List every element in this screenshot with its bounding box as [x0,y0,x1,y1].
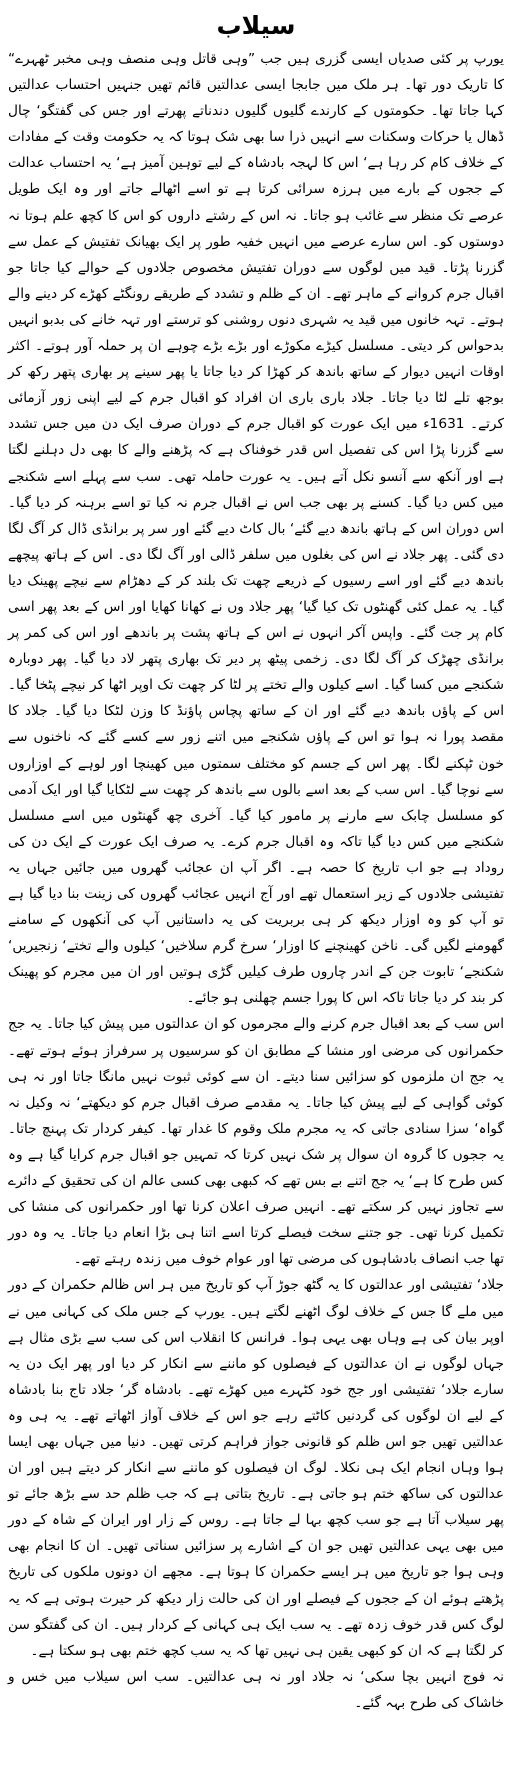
article-title: سیلاب [216,11,296,40]
article-paragraph: جلاد‘ تفتیشی اور عدالتوں کا یہ گٹھ جوڑ آپ کو تاریخ میں ہر اس ظالم حکمران کے دور میں ملے گا جس کے خلاف لوگ اٹھنے لگتے ہیں۔ یورپ کے جس ملک کی کہانی میں نے اوپر بیان کی ہے وہاں بھی یہی ہوا۔ فرانس کا انقلاب اس کی سب سے بڑی مثال ہے جہاں لوگوں نے ان عدالتوں کے فیصلوں کو ماننے سے انکار کر دیا اور پھر ایک دن یہ سارے جلاد‘ تفتیشی اور جج خود کٹہرے میں کھڑے تھے۔ بادشاہ گر‘ جلاد تاج بنا بادشاہ کے لیے ان لوگوں کی گردنیں کاٹتے رہے جو اس کے خلاف آواز اٹھاتے تھے۔ یہ ہی وہ عدالتیں تھیں جو اس ظلم کو قانونی جواز فراہم کرتی تھیں۔ دنیا میں جہاں بھی ایسا ہوا وہاں انجام ایک ہی نکلا۔ لوگ ان فیصلوں کو ماننے سے انکار کر دیتے ہیں اور ان عدالتوں کی ساکھ ختم ہو جاتی ہے۔ تاریخ بتاتی ہے کہ جب ظلم حد سے بڑھ جائے تو پھر سیلاب آتا ہے جو سب کچھ بہا لے جاتا ہے۔ روس کے زار اور ایران کے شاہ کے دور میں بھی یہی عدالتیں تھیں جو ان کے اشارے پر سزائیں سناتی تھیں۔ ان کا انجام بھی وہی ہوا جو تاریخ میں ہر ایسے حکمران کا ہوتا ہے۔ مجھے ان دونوں ملکوں کی تاریخ پڑھتے ہوئے ان کے ججوں کے فیصلے اور ان کی حالت زار دیکھ کر حیرت ہوتی ہے کہ یہ لوگ کس قدر خوف زدہ تھے۔ یہ سب ایک ہی کہانی کے کردار ہیں۔ ان کی گفتگو سن کر لگتا ہے کہ ان کو کبھی یقین ہی نہیں تھا کہ یہ سب کچھ ختم بھی ہو سکتا ہے۔ [8,1277,504,1659]
article-body [8,46,504,1716]
article-paragraph: نہ فوج انہیں بچا سکی‘ نہ جلاد اور نہ ہی عدالتیں۔ سب اس سیلاب میں خس و خاشاک کی طرح بہہ گئے۔ [8,1668,504,1711]
article-paragraph: یورپ پر کئی صدیاں ایسی گزری ہیں جب ”وہی قاتل وہی منصف وہی مخبر ٹھہرے“ کا تاریک دور تھا۔ ہر ملک میں جابجا ایسی عدالتیں قائم تھیں جنہیں احتساب عدالتیں کہا جاتا تھا۔ حکومتوں کے کارندے گلیوں گلیوں دندناتے پھرتے اور جس کی گفتگو‘ چال ڈھال یا حرکات وسکنات سے انہیں ذرا سا بھی شک ہوتا کہ یہ حکومت وقت کے مفادات کے خلاف کام کر رہا ہے‘ اس کا لہجہ بادشاہ کے لیے توہین آمیز ہے‘ یہ احتساب عدالت کے ججوں کے بارے میں ہرزہ سرائی کرتا ہے تو اسے اٹھالے جاتے اور وہ ایک طویل عرصے تک منظر سے غائب ہو جاتا۔ نہ اس کے رشتے داروں کو اس کا کچھ علم ہوتا نہ دوستوں کو۔ اس سارے عرصے میں انہیں خفیہ طور پر ایک بھیانک تفتیش کے عمل سے گزرنا پڑتا۔ قید میں لوگوں سے دوران تفتیش مخصوص جلادوں کے حوالے کیا جاتا جو اقبال جرم کروانے کے ماہر تھے۔ ان کے ظلم و تشدد کے طریقے رونگٹے کھڑے کر دینے والے ہوتے۔ تہہ خانوں میں قید یہ شہری دنوں روشنی کو ترستے اور تہہ خانے کی بدبو انہیں بدحواس کر دیتی۔ مسلسل کیڑے مکوڑے اور بڑے بڑے چوہے ان پر حملہ آور ہوتے۔ اکثر اوقات انہیں دیوار کے ساتھ باندھ کر کھڑا کر دیا جاتا یا پھر سینے پر بھاری پتھر رکھ کر بوجھ تلے لٹا دیا جاتا۔ جلاد باری باری ان افراد کو اقبال جرم کے لیے اپنی زور آزمائی کرتے۔ 1631ء میں ایک عورت کو اقبال جرم کے دوران صرف ایک دن میں جس تشدد سے گزرنا پڑا اس کی تفصیل اس قدر خوفناک ہے کہ پڑھنے والے کا بھی دل دہلنے لگتا ہے اور آنکھ سے آنسو نکل آتے ہیں۔ یہ عورت حاملہ تھی۔ سب سے پہلے اسے شکنجے میں کس دیا گیا۔ کسنے پر بھی جب اس نے اقبال جرم نہ کیا تو اسے برہنہ کر دیا گیا۔ اس دوران اس کے ہاتھ باندھ دیے گئے‘ بال کاٹ دیے گئے اور سر پر برانڈی ڈال کر آگ لگا دی گئی۔ پھر جلاد نے اس کی بغلوں میں سلفر ڈالی اور آگ لگا دی۔ اس کے ہاتھ پیچھے باندھ دیے گئے اور اسے رسیوں کے ذریعے چھت تک بلند کر کے دھڑام سے نیچے پھینک دیا گیا۔ یہ عمل کئی گھنٹوں تک کیا گیا‘ پھر جلاد وں نے کھانا کھایا اور اس کے بعد پھر اسی کام پر جت گئے۔ واپس آکر انہوں نے اس کے ہاتھ پشت پر باندھے اور اس کی کمر پر برانڈی چھڑک کر آگ لگا دی۔ زخمی پیٹھ پر دیر تک بھاری پتھر لاد دیا گیا۔ پھر دوبارہ شکنجے میں کسا گیا۔ اسے کیلوں والے تختے پر لٹا کر چھت تک اوپر اٹھا کر نیچے پٹخا گیا۔ اس کے پاؤں باندھ دیے گئے اور ان کے ساتھ پچاس پاؤنڈ کا وزن لٹکا دیا گیا۔ جلاد کا مقصد پورا نہ ہوا تو اس کے پاؤں شکنجے میں اتنے زور سے کسے گئے کہ ناخنوں سے خون ٹپکنے لگا۔ پھر اس کے جسم کو مختلف سمتوں میں کھینچا اور لوہے کے اوزاروں سے نوچا گیا۔ اس سب کے بعد اسے بالوں سے باندھ کر چھت سے لٹکایا گیا اور ایک آدمی کو مسلسل چابک سے مارنے پر مامور کیا گیا۔ آخری چھ گھنٹوں میں اسے مسلسل شکنجے میں کس دیا گیا تاکہ وہ اقبال جرم کرے۔ یہ صرف ایک عورت کے ایک دن کی روداد ہے جو اب تاریخ کا حصہ ہے۔ اگر آپ ان عجائب گھروں میں جائیں جہاں یہ تفتیشی جلادوں کے زیر استعمال تھے اور آج انہیں عجائب گھروں کی زینت بنا دیا گیا ہے تو آپ کو وہ اوزار دیکھ کر ہی بربریت کی یہ داستانیں آپ کی آنکھوں کے سامنے گھومنے لگیں گی۔ ناخن کھینچنے کا اوزار‘ سرخ گرم سلاخیں‘ کیلوں والے تختے‘ زنجیریں‘ شکنجے‘ تابوت جن کے اندر چاروں طرف کیلیں گڑی ہوتیں اور ان میں مجرم کو پھینک کر بند کر دیا جاتا تاکہ اس کا پورا جسم چھلنی ہو جائے۔ [8,51,504,1007]
article-paragraph: اس سب کے بعد اقبال جرم کرنے والے مجرموں کو ان عدالتوں میں پیش کیا جاتا۔ یہ جج حکمرانوں کی مرضی اور منشا کے مطابق ان کو سرسیوں پر سرفراز ہوئے ہوتے تھے۔ یہ جج ان ملزموں کو سزائیں سنا دیتے۔ ان سے کوئی ثبوت نہیں مانگا جاتا اور نہ ہی کوئی گواہی کے لیے پیش کیا جاتا۔ یہ مقدمے صرف اقبال جرم کو دیکھتے‘ نہ وکیل نہ گواہ‘ سزا سنادی جاتی کہ یہ مجرم ملک وقوم کا غدار تھا۔ کیفر کردار تک پہنچ جاتا۔ یہ ججوں کا گروہ ان سوال پر شک نہیں کرتا کہ تمہیں جو اقبال جرم کرایا گیا ہے وہ کس طرح کا ہے‘ یہ جج اتنے بے بس تھے کہ کبھی بھی کسی عالم ان کی تحقیق کے دائرے سے تجاوز نہیں کر سکتے تھے۔ انہیں صرف اعلان کرنا تھا اور حکمرانوں کی منشا کی تکمیل کرنا تھی۔ جو جتنے سخت فیصلے کرتا اسے اتنا ہی بڑا انعام دیا جاتا۔ یہ وہ دور تھا جب انصاف بادشاہوں کی مرضی تھا اور عوام خوف میں زندہ رہتے تھے۔ [8,1016,504,1268]
